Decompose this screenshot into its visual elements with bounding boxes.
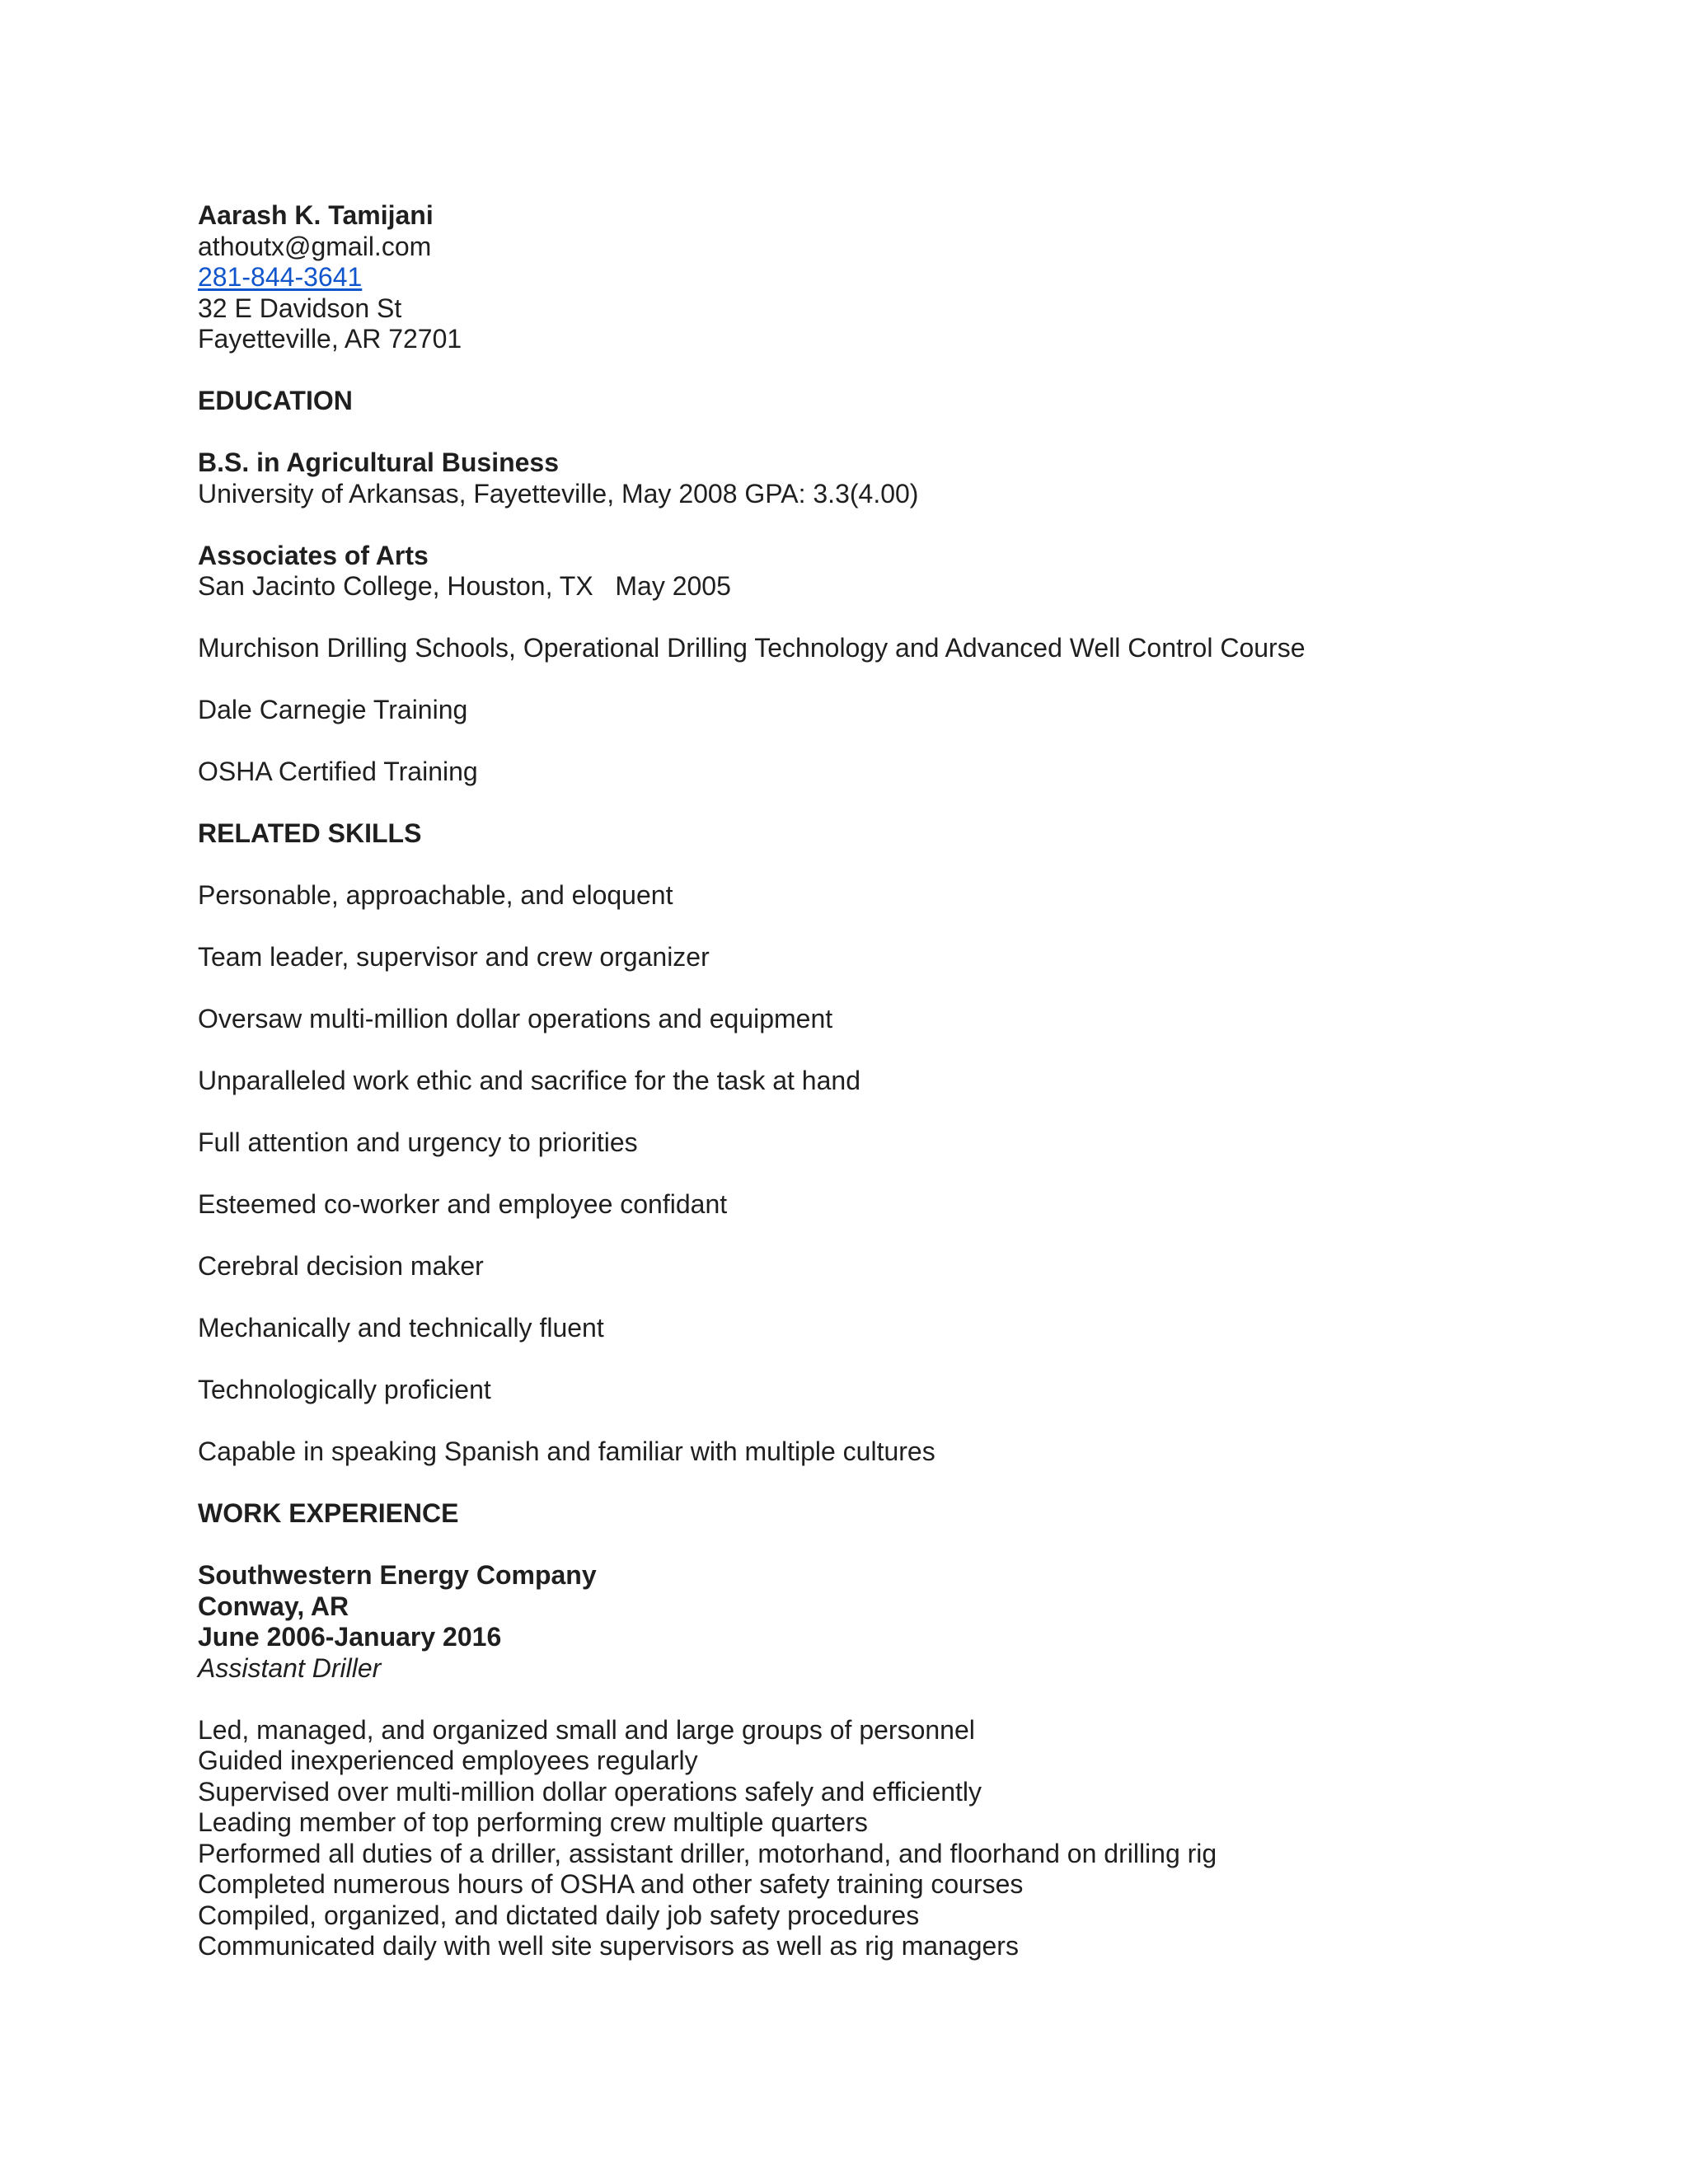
work-heading: WORK EXPERIENCE [198,1498,459,1528]
duty-item: Leading member of top performing crew multiple quarters [198,1807,868,1837]
address-line-2: Fayetteville, AR 72701 [198,324,462,354]
training-item: OSHA Certified Training [198,757,478,786]
duty-item: Guided inexperienced employees regularly [198,1746,698,1775]
skill-item: Mechanically and technically fluent [198,1313,604,1343]
duty-item: Compiled, organized, and dictated daily job safety procedures [198,1900,920,1930]
skill-item: Full attention and urgency to priorities [198,1127,638,1157]
degree-details: University of Arkansas, Fayetteville, May 2008 GPA: 3.3(4.00) [198,478,919,509]
address-line-1: 32 E Davidson St [198,293,402,323]
skills-heading: RELATED SKILLS [198,818,422,848]
contact-block [198,200,1648,355]
training-item: Murchison Drilling Schools, Operational Drilling Technology and Advanced Well Control Course [198,633,1306,663]
degree-details: San Jacinto College, Houston, TX May 2005 [198,571,731,601]
duty-item: Performed all duties of a driller, assistant driller, motorhand, and floorhand on drilling rig [198,1838,1217,1868]
candidate-name: Aarash K. Tamijani [198,200,434,230]
degree-title: B.S. in Agricultural Business [198,448,560,477]
skill-item: Technologically proficient [198,1375,491,1404]
job-title: Assistant Driller [198,1652,382,1683]
phone-link[interactable]: 281-844-3641 [198,262,363,292]
work-section [198,1498,1648,1962]
resume-document [198,200,1648,1962]
duty-item: Communicated daily with well site supervisors as well as rig managers [198,1931,1019,1961]
skill-item: Capable in speaking Spanish and familiar with multiple cultures [198,1436,935,1466]
education-section [198,386,1648,788]
company-location: Conway, AR [198,1591,349,1621]
training-item: Dale Carnegie Training [198,695,468,724]
skill-item: Team leader, supervisor and crew organizer [198,942,710,972]
employment-dates: June 2006-January 2016 [198,1622,502,1652]
degree-title: Associates of Arts [198,540,429,570]
skill-item: Esteemed co-worker and employee confidant [198,1189,728,1219]
email-text: athoutx@gmail.com [198,231,432,261]
duty-item: Led, managed, and organized small and large groups of personnel [198,1714,975,1745]
company-name: Southwestern Energy Company [198,1560,597,1590]
duty-item: Completed numerous hours of OSHA and other safety training courses [198,1869,1024,1899]
skill-item: Personable, approachable, and eloquent [198,880,673,910]
skills-section [198,818,1648,1468]
education-heading: EDUCATION [198,386,353,415]
skill-item: Oversaw multi-million dollar operations and equipment [198,1004,833,1033]
duty-item: Supervised over multi-million dollar operations safely and efficiently [198,1776,982,1807]
skill-item: Unparalleled work ethic and sacrifice for the task at hand [198,1066,860,1095]
skill-item: Cerebral decision maker [198,1251,484,1281]
